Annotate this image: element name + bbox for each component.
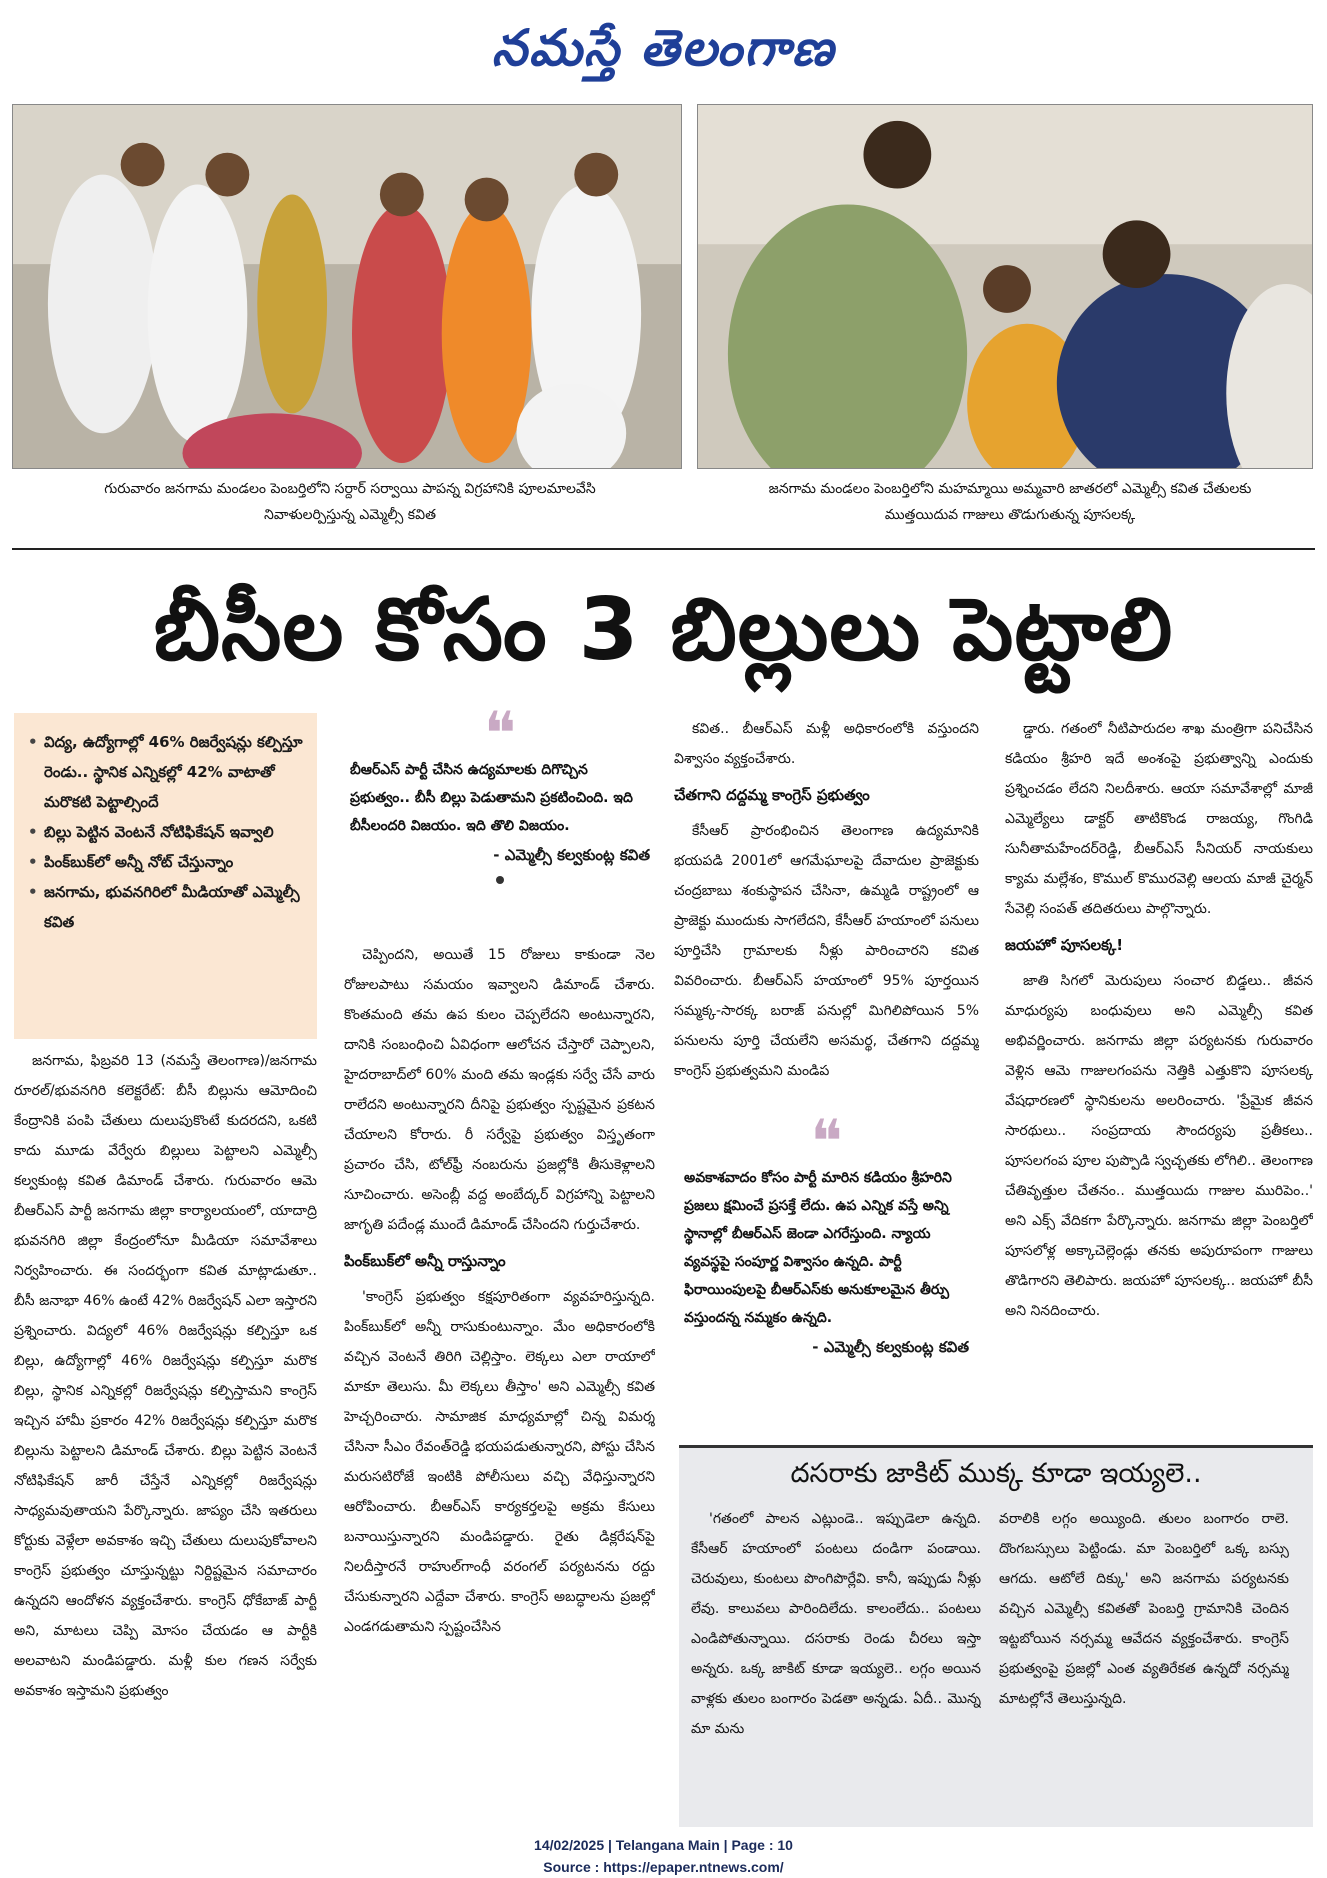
column-2-body-1: చెప్పిందని, అయితే 15 రోజులు కాకుండా నెల రోజులపాటు సమయం ఇవ్వాలని డిమాండ్ చేశారు. కొంతమంది తమ ఉప కులం చెప్పలేదని అంటున్నారని, దానికి సంబంధించి ఏవిధంగా ఆలోచన చేస్తారో చెప్పాలని, హైదరాబాద్‌లో 60% మంది తమ ఇండ్లకు సర్వే చేసే వారు రాలేదని అంటున్నారని దీనిపై ప్రభుత్వం స్పష్టమైన ప్రకటన చేయాలని కోరారు. రీ సర్వేపై ప్రభుత్వం విస్తృతంగా ప్రచారం చేసి, టోల్‌ఫ్రీ నంబరును ప్రజల్లోకి తీసుకెళ్లాలని సూచించారు. అసెంబ్లీ వద్ద అంబేద్కర్ విగ్రహాన్ని పెట్టాలని జాగృతి పదేండ్ల ముందే డిమాండ్ చేసిందని గుర్తుచేశారు.: [344, 947, 655, 1233]
column-3: [674, 714, 979, 1114]
newspaper-title: నమస్తే తెలంగాణ: [491, 18, 836, 77]
headline: [0, 570, 1327, 690]
pull-quote-2: [684, 1107, 969, 1440]
sidebar-story-left: 'గతంలో పాలన ఎట్లుండె.. ఇప్పుడెలా ఉన్నది. కేసీఆర్ హయాంలో పంటలు దండిగా పండాయి. చెరువులు, కుంటలు పొంగిపొర్లేవి. కానీ, ఇప్పుడు నీళ్లు లేవు. కాలువలు పారిందిలేదు. కాలంలేదు.. పంటలు ఎండిపోతున్నాయి. దసరాకు రెండు చీరలు ఇస్తా అన్నరు. ఒక్క జాకిట్ కూడా ఇయ్యలె.. లగ్గం అయిన వాళ్లకు తులం బంగారం పెడతా అన్నడు. ఏదీ.. మొన్న మా మను: [691, 1511, 981, 1737]
column-1-body: జనగామ, ఫిబ్రవరి 13 (నమస్తే తెలంగాణ)/జనగామ రూరల్/భువనగిరి కలెక్టరేట్: బీసీ బిల్లును ఆమోదించి కేంద్రానికి పంపి చేతులు దులుపుకొంటే కుదరదని, ఒకటి కాదు మూడు వేర్వేరు బిల్లులు పెట్టాలని ఎమ్మెల్సీ కల్వకుంట్ల కవిత డిమాండ్ చేశారు. గురువారం ఆమె బీఆర్ఎస్ పార్టీ జనగామ జిల్లా కార్యాలయంలో, యాదాద్రి భువనగిరి జిల్లా కేంద్రంలోనూ మీడియా సమావేశాలు నిర్వహించారు. ఈ సందర్భంగా కవిత మాట్లాడుతూ.. బీసీ జనాభా 46% ఉంటే 42% రిజర్వేషన్ ఎలా ఇస్తారని ప్రశ్నించారు. విద్యలో 46% రిజర్వేషన్లు కల్పిస్తూ ఒక బిల్లు, ఉద్యోగాల్లో 46% రిజర్వేషన్లు కల్పిస్తూ మరొక బిల్లు, స్థానిక ఎన్నికల్లో రిజర్వేషన్లు కల్పిస్తామని కాంగ్రెస్ ఇచ్చిన హామీ ప్రకారం 42% రిజర్వేషన్లు కల్పిస్తూ మరొక బిల్లును పెట్టాలని డిమాండ్ చేశారు. బిల్లు పెట్టిన వెంటనే నోటిఫికేషన్ జారీ చేస్తేనే ఎన్నికల్లో రిజర్వేషన్లు సాధ్యమవుతాయని పేర్కొన్నారు. జాప్యం చేసి ఇతరులు కోర్టుకు వెళ్లేలా అవకాశం ఇచ్చి చేతులు దులుపుకోవాలని కాంగ్రెస్ ప్రభుత్వం చూస్తున్నట్టు నిర్దిష్టమైన సమాచారం ఉన్నదని ఆందోళన వ్యక్తంచేశారు. కాంగ్రెస్ ధోకేబాజ్ పార్టీ అని, మాటలు చెప్పి మోసం చేయడం ఆ పార్టీకి అలవాటని మండిపడ్డారు. మళ్లీ కుల గణన సర్వేకు అవకాశం ఇస్తామని ప్రభుత్వం: [14, 1053, 317, 1699]
column-4-body-2: జాతి సిగలో మెరుపులు సంచార బిడ్డలు.. జీవన మాధుర్యపు బంధువులు అని ఎమ్మెల్సీ కవిత అభివర్ణించారు. జనగామ జిల్లా పర్యటనకు గురువారం వెళ్లిన ఆమె గాజులగంపను నెత్తికి ఎత్తుకొని పూసలక్క వేషధారణలో స్థానికులను అలరించారు. 'ప్రేమైక జీవన సారథులు.. సంప్రదాయ సౌందర్యపు ప్రతీకలు.. పూసలగంప పూల పుప్పొడి స్వచ్ఛతకు లోగిలి.. తెలంగాణ చేతివృత్తుల చేతనం.. ముత్తయిదు గాజుల మురిపెం..' అని ఎక్స్ వేదికగా పేర్కొన్నారు. జనగామ జిల్లా పెంబర్తిలో పూసలోళ్ల అక్కాచెల్లెండ్లు తనకు అపురూపంగా గాజులు తొడిగారని తెలిపారు. జయహో పూసలక్క.. జయహో బీసీ అని నినదించారు.: [1005, 973, 1313, 1319]
column-3-subhead: చేతగాని దద్దమ్మ కాంగ్రెస్ ప్రభుత్వం: [674, 786, 870, 804]
pull-quote-1-text: బీఆర్ఎస్ పార్టీ చేసిన ఉద్యమాలకు దిగొచ్చిన ప్రభుత్వం.. బీసీ బిల్లు పెడుతామని ప్రకటించింది. ఇది బీసీలందరి విజయం. ఇది తొలి విజయం.: [350, 762, 633, 834]
highlight-item: • విద్య, ఉద్యోగాల్లో 46% రిజర్వేషన్లు కల్పిస్తూ రెండు.. స్థానిక ఎన్నికల్లో 42% వాటాతో మరొకటి పెట్టాల్సిందే: [28, 727, 307, 817]
column-4-subhead: జయహో పూసలక్క!: [1005, 936, 1124, 954]
column-2-body-2: 'కాంగ్రెస్ ప్రభుత్వం కక్షపూరితంగా వ్యవహరిస్తున్నది. పింక్‌బుక్‌లో అన్నీ రాసుకుంటున్నాం. మేం అధికారంలోకి వచ్చిన వెంటనే తిరిగి చెల్లిస్తాం. లెక్కలు ఎలా రాయాలో మాకూ తెలుసు. మీ లెక్కలు తీస్తాం' అని ఎమ్మెల్సీ కవిత హెచ్చరించారు. సామాజిక మాధ్యమాల్లో చిన్న విమర్శ చేసినా సీఎం రేవంత్‌రెడ్డి భయపడుతున్నారని, పోస్టు చేసిన మరుసటిరోజే ఇంటికి పోలీసులు వచ్చి వేధిస్తున్నారని ఆరోపించారు. బీఆర్ఎస్ కార్యకర్తలపై అక్రమ కేసులు బనాయిస్తున్నారని మండిపడ్డారు. రైతు డిక్లరేషన్‌పై నిలదీస్తారనే రాహుల్‌గాంధీ వరంగల్ పర్యటనను రద్దు చేసుకున్నారని ఎద్దేవా చేశారు. కాంగ్రెస్ అబద్ధాలను ప్రజల్లో ఎండగడుతామని స్పష్టంచేసిన: [344, 1289, 655, 1635]
quote-open-icon: ❝: [483, 699, 517, 769]
column-1: [14, 1046, 317, 1824]
footer-edition-info: 14/02/2025 | Telangana Main | Page : 10: [534, 1837, 793, 1853]
quote-open-icon: ❝: [810, 1107, 843, 1177]
photo-left-image: [13, 105, 681, 468]
footer-source-link[interactable]: Source : https://epaper.ntnews.com/: [543, 1859, 784, 1875]
top-divider: [12, 548, 1315, 550]
photo-right-caption: జనగామ మండలం పెంబర్తిలోని మహమ్మాయి అమ్మవారి జాతరలో ఎమ్మెల్సీ కవిత చేతులకు ముత్తయిదువ గాజులు తొడుగుతున్న పూసలక్క: [768, 481, 1252, 523]
photo-left-caption: గురువారం జనగామ మండలం పెంబర్తిలోని సర్దార్ సర్వాయి పాపన్న విగ్రహానికి పూలమాలవేసి నివాళులర్పిస్తున్న ఎమ్మెల్సీ కవిత: [104, 481, 596, 523]
highlight-item: • పింక్‌బుక్‌లో అన్నీ నోట్ చేస్తున్నాం: [28, 847, 307, 877]
sidebar-story-title: దసరాకు జాకిట్ ముక్క కూడా ఇయ్యలె..: [790, 1458, 1202, 1489]
headline-text: బీసీల కోసం 3 బిల్లులు పెట్టాలి: [153, 580, 1174, 680]
column-3-body-2: కేసీఆర్ ప్రారంభించిన తెలంగాణ ఉద్యమానికి భయపడి 2001లో ఆగమేఘాలపై దేవాదుల ప్రాజెక్టుకు చంద్రబాబు శంకుస్థాపన చేసినా, ఉమ్మడి రాష్ట్రంలో ఆ ప్రాజెక్టు ముందుకు సాగలేదని, కేసీఆర్ హయాంలో పనులు పూర్తిచేసి గ్రామాలకు నీళ్లు పారించారని కవిత వివరించారు. బీఆర్ఎస్ హయాంలో 95% పూర్తయిన సమ్మక్క-సారక్క బరాజ్ పనుల్లో మిగిలిపోయిన 5% పనులను పూర్తి చేయలేని అసమర్థ, చేతగాని దద్దమ్మ కాంగ్రెస్ ప్రభుత్వమని మండిప: [674, 823, 979, 1079]
column-2-subhead: పింక్‌బుక్‌లో అన్నీ రాస్తున్నాం: [344, 1252, 506, 1270]
pull-quote-1-attribution: - ఎమ్మెల్సీ కల్వకుంట్ల కవిత: [493, 846, 650, 864]
pull-quote-2-attribution: - ఎమ్మెల్సీ కల్వకుంట్ల కవిత: [812, 1338, 969, 1356]
photo-right: [697, 104, 1313, 469]
column-2: [344, 940, 655, 1825]
photo-left: [12, 104, 682, 469]
highlight-item: • జనగామ, భువనగిరిలో మీడియాతో ఎమ్మెల్సీ కవిత: [28, 877, 307, 937]
highlight-item: • బిల్లు పెట్టిన వెంటనే నోటిఫికేషన్ ఇవ్వాలి: [28, 817, 307, 847]
column-3-body-1: కవిత.. బీఆర్ఎస్ మళ్లీ అధికారంలోకి వస్తుందని విశ్వాసం వ్యక్తంచేశారు.: [674, 721, 979, 767]
quote-divider-dot: [496, 876, 504, 884]
photo-right-image: [698, 105, 1312, 468]
masthead: [0, 0, 1327, 100]
column-4-body-1: డ్డారు. గతంలో నీటిపారుదల శాఖ మంత్రిగా పనిచేసిన కడియం శ్రీహరి ఇదే అంశంపై ప్రభుత్వాన్ని ఎందుకు ప్రశ్నించడం లేదని నిలదీశారు. ఆయా సమావేశాల్లో మాజీ ఎమ్మెల్యేలు డాక్టర్ తాటికొండ రాజయ్య, గొంగిడి సునీతామహేందర్‌రెడ్డి, బీఆర్ఎస్ సీనియర్ నాయకులు క్యామ మల్లేశం, కొముల్ కొమురవెల్లి ఆలయ మాజీ చైర్మన్ సేవెల్లి సంపత్ తదితరులు పాల్గొన్నారు.: [1005, 721, 1313, 917]
pull-quote-2-text: అవకాశవాదం కోసం పార్టీ మారిన కడియం శ్రీహరిని ప్రజలు క్షమించే ప్రసక్తే లేదు. ఉప ఎన్నిక వస్తే అన్ని స్థానాల్లో బీఆర్ఎస్ జెండా ఎగరేస్తుంది. న్యాయ వ్యవస్థపై సంపూర్ణ విశ్వాసం ఉన్నది. పార్టీ ఫిరాయింపులపై బీఆర్ఎస్‌కు అనుకూలమైన తీర్పు వస్తుందన్న నమ్మకం ఉన్నది.: [684, 1170, 952, 1326]
pull-quote-1: [350, 699, 650, 942]
sidebar-story-box: [679, 1445, 1313, 1827]
sidebar-story-right: వరాలికి లగ్గం అయ్యింది. తులం బంగారం రాలె. దొంగబస్సులు పెట్టిండు. మా పెంబర్తిలో ఒక్క బస్సు ఆగదు. ఆటోలే దిక్కు' అని జనగామ పర్యటనకు వచ్చిన ఎమ్మెల్సీ కవితతో పెంబర్తి గ్రామానికి చెందిన ఇట్టబోయిన నర్సమ్మ ఆవేదన వ్యక్తంచేశారు. కాంగ్రెస్ ప్రభుత్వంపై ప్రజల్లో ఎంత వ్యతిరేకత ఉన్నదో నర్సమ్మ మాటల్లోనే తెలుస్తున్నది.: [999, 1511, 1289, 1707]
column-4: [1005, 714, 1313, 1434]
page-footer: [0, 1834, 1327, 1878]
highlights-box: [14, 713, 317, 1039]
